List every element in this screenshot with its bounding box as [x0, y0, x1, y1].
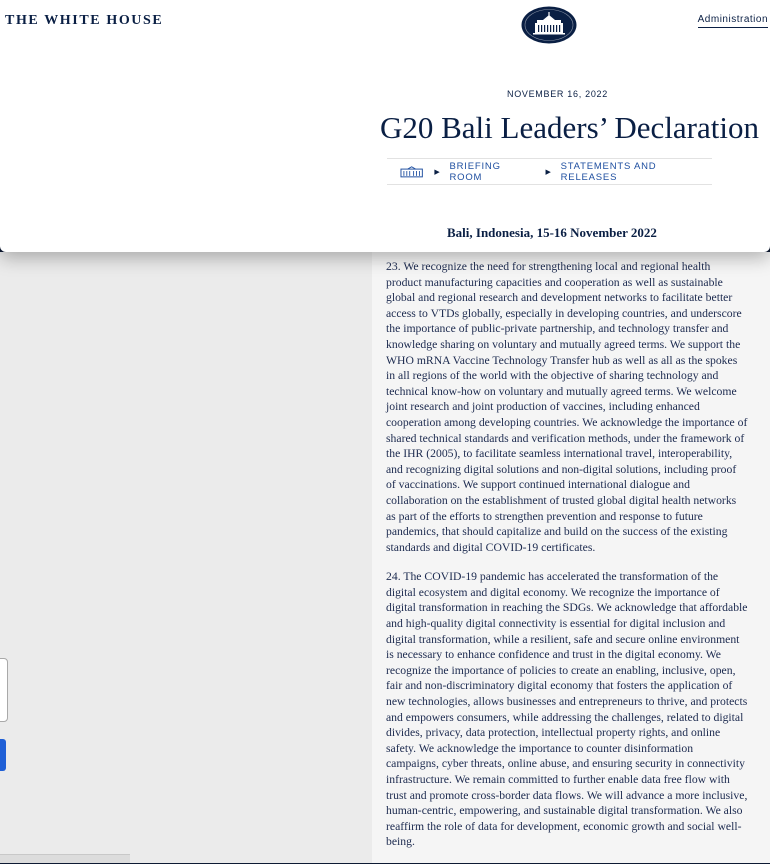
publish-date: NOVEMBER 16, 2022 [507, 89, 608, 99]
chevron-right-icon: ▶ [545, 168, 552, 176]
background-input-field[interactable] [0, 658, 8, 722]
chevron-right-icon: ▶ [434, 168, 441, 176]
site-header [0, 0, 770, 252]
breadcrumb [387, 158, 712, 185]
dateline-location: Bali, Indonesia, 15-16 November 2022 [447, 225, 657, 240]
paragraph-24: 24. The COVID-19 pandemic has accelerated the transformation of the digital ecosystem and digital economy. We recognize the importance of digital transformation in reaching the SDGs. We acknowledge that affordable and high-quality digital connectivity is essential for digital inclusion and digital transformation, while a resilient, safe and secure online environment is necessary to enhance confidence and trust in the digital economy. We recognize the importance of policies to create an enabling, inclusive, open, fair and non-discriminatory digital economy that fosters the application of new technologies, allows businesses and entrepreneurs to thrive, and protects and empowers consumers, while addressing the challenges, related to digital divides, privacy, data protection, intellectual property rights, and online safety. We acknowledge the importance to counter disinformation campaigns, cyber threats, online abuse, and ensuring security in connectivity infrastructure. We remain committed to further enable data free flow with trust and promote cross-border data flows. We will advance a more inclusive, human-centric, empowering, and sustainable digital transformation. We also reaffirm the role of data for development, economic growth and social well-being. [386, 570, 748, 849]
background-bottom-bar [0, 854, 130, 863]
paragraph-23: 23. We recognize the need for strengthening local and regional health product manufacturing capacities and cooperation as well as sustainable global and regional research and development networks to facilitate better access to VTDs globally, especially in developing countries, and underscore the importance of public-private partnership, and technology transfer and knowledge sharing on voluntary and mutually agreed terms. We support the WHO mRNA Vaccine Technology Transfer hub as well as all as the spokes in all regions of the world with the objective of sharing technology and technical know-how on voluntary and mutually agreed terms. We welcome joint research and joint production of vaccines, including enhanced cooperation among developing countries. We acknowledge the importance of shared technical standards and verification methods, under the framework of the IHR (2005), to facilitate seamless international travel, interoperability, and recognizing digital solutions and non-digital solutions, including proof of vaccinations. We support continued international dialogue and collaboration on the establishment of trusted global digital health networks as part of the efforts to strengthen prevention and response to future pandemics, that should capitalize and build on the success of the existing standards and digital COVID-19 certificates. [386, 260, 748, 554]
breadcrumb-statements-and-releases[interactable]: STATEMENTS AND RELEASES [560, 160, 657, 183]
breadcrumb-briefing-room[interactable]: BRIEFING ROOM [449, 160, 501, 183]
white-house-seal-icon[interactable] [521, 6, 577, 44]
background-button[interactable] [0, 739, 6, 771]
white-house-icon[interactable] [400, 166, 423, 178]
page-title: G20 Bali Leaders’ Declaration [379, 110, 759, 145]
article-body [386, 259, 748, 864]
administration-link[interactable]: Administration [698, 14, 768, 28]
background-page [0, 252, 372, 863]
site-brand[interactable]: THE WHITE HOUSE [5, 13, 164, 28]
